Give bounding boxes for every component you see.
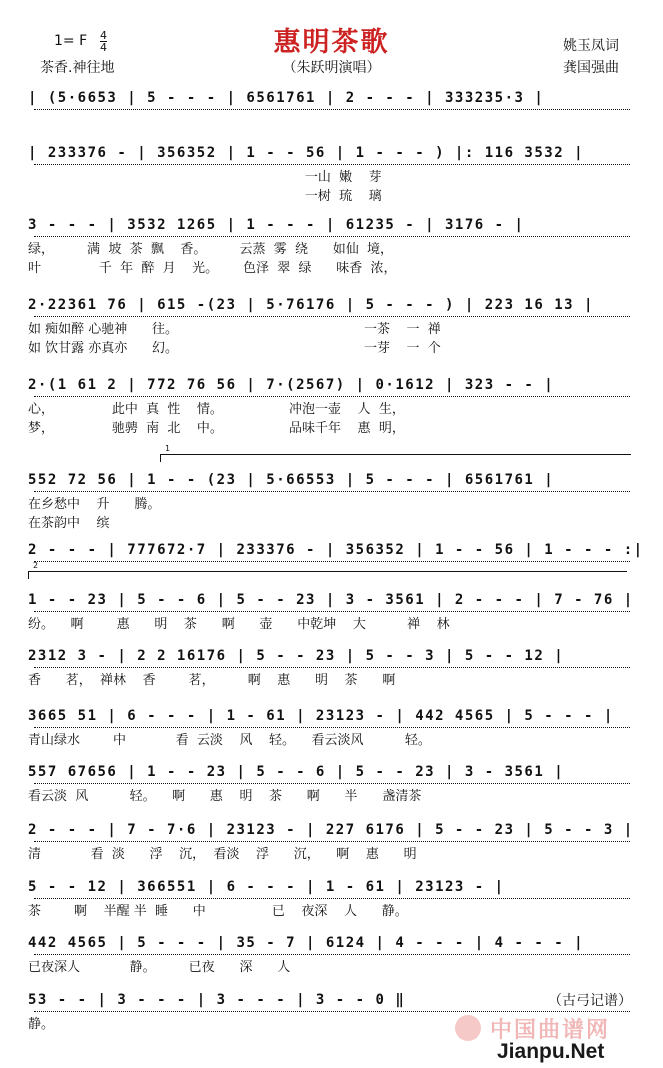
song-title: 惠明茶歌 <box>273 27 390 58</box>
lyric-line-1: 绿， 满 坡 茶 飘 香。 云蒸 雾 绕 如仙 境， <box>28 242 394 257</box>
watermark-site: Jianpu.Net <box>497 1040 605 1063</box>
beam-line <box>34 727 630 728</box>
key-signature: 1= F <box>54 33 88 49</box>
lyric-line-2: 梦， 驰骋 南 北 中。 品味千年 惠 明， <box>28 421 405 436</box>
notation-line: 2·(1 61 2 | 772 76 56 | 7·(2567) | 0·1612 | 323 - - | <box>28 377 555 393</box>
beam-line <box>34 561 630 562</box>
notation-line: 2·22361 76 | 615 -(23 | 5·76176 | 5 - - - ) | 223 16 13 | <box>28 297 594 313</box>
volta-bracket-1 <box>160 444 631 462</box>
notation-source: （古弓记谱） <box>548 993 632 1009</box>
lyric-line-2: 如 饮甘露 亦真亦 幻。 一芽 一 个 <box>28 341 441 356</box>
lyric-line-1: 心， 此中 真 性 情。 冲泡一壶 人 生， <box>28 402 405 417</box>
lyric-line-1: 纷。 啊 惠 明 茶 啊 壶 中乾坤 大 禅 林 <box>28 617 450 632</box>
lyric-line-1: 一山 嫩 芽 <box>28 170 382 185</box>
notation-line: 3665 51 | 6 - - - | 1 - 61 | 23123 - | 442 4565 | 5 - - - | <box>28 708 614 724</box>
notation-line: 53 - - | 3 - - - | 3 - - - | 3 - - 0 ‖ <box>28 992 406 1008</box>
volta-number-1: 1 <box>165 444 171 453</box>
beam-line <box>34 491 630 492</box>
beam-line <box>34 611 630 612</box>
notation-line: 552 72 56 | 1 - - (23 | 5·66553 | 5 - - - | 6561761 | <box>28 472 555 488</box>
volta-bracket-2 <box>28 561 627 579</box>
notation-line: 2 - - - | 777672·7 | 233376 - | 356352 | 1 - - 56 | 1 - - - :| <box>28 542 644 558</box>
lyric-line-2: 叶 千 年 醉 月 光。 色泽 翠 绿 味香 浓， <box>28 261 397 276</box>
notation-line: 5 - - 12 | 366551 | 6 - - - | 1 - 61 | 23123 - | <box>28 879 505 895</box>
time-signature-bottom: 4 <box>100 41 107 54</box>
lyric-line-1: 茶 啊 半醒 半 睡 中 已 夜深 人 静。 <box>28 904 408 919</box>
performer: （朱跃明演唱） <box>282 60 381 76</box>
subtitle: 茶香.神往地 <box>40 60 115 76</box>
lyric-line-1: 青山绿水 中 看 云淡 风 轻。 看云淡风 轻。 <box>28 733 431 748</box>
lyric-line-1: 看云淡 风 轻。 啊 惠 明 茶 啊 半 盏清茶 <box>28 789 422 804</box>
beam-line <box>34 667 630 668</box>
lyric-line-1: 在乡愁中 升 腾。 <box>28 497 161 512</box>
notation-line: 2312 3 - | 2 2 16176 | 5 - - 23 | 5 - - 3 | 5 - - 12 | <box>28 648 565 664</box>
beam-line <box>34 109 630 110</box>
notation-line: 557 67656 | 1 - - 23 | 5 - - 6 | 5 - - 23 | 3 - 3561 | <box>28 764 565 780</box>
beam-line <box>34 954 630 955</box>
lyricist: 姚玉凤词 <box>563 38 619 54</box>
beam-line <box>34 396 630 397</box>
notation-line: 442 4565 | 5 - - - | 35 - 7 | 6124 | 4 - - - | 4 - - - | <box>28 935 585 951</box>
notation-line: 1 - - 23 | 5 - - 6 | 5 - - 23 | 3 - 3561 | 2 - - - | 7 - 76 | <box>28 592 634 608</box>
notation-line: | (5·6653 | 5 - - - | 6561761 | 2 - - - | 333235·3 | <box>28 90 545 106</box>
lyric-line-1: 清 看 淡 浮 沉， 看淡 浮 沉， 啊 惠 明 <box>28 847 417 862</box>
volta-number-2: 2 <box>33 561 39 570</box>
lyric-line-1: 香 茗， 禅林 香 茗， 啊 惠 明 茶 啊 <box>28 673 396 688</box>
beam-line <box>34 1011 630 1012</box>
watermark-cn: 中国曲谱网 <box>490 1018 611 1043</box>
lyric-line-2: 在茶韵中 缤 <box>28 516 110 531</box>
beam-line <box>34 898 630 899</box>
lyric-line-1: 如 痴如醉 心驰神 往。 一茶 一 禅 <box>28 322 441 337</box>
beam-line <box>34 783 630 784</box>
beam-line <box>34 236 630 237</box>
notation-line: 2 - - - | 7 - 7·6 | 23123 - | 227 6176 | 5 - - 23 | 5 - - 3 | <box>28 822 634 838</box>
lyric-line-1: 静。 <box>28 1017 55 1032</box>
composer: 龚国强曲 <box>563 60 619 76</box>
time-signature <box>100 30 107 53</box>
time-signature-top: 4 <box>100 29 107 42</box>
notation-line: | 233376 - | 356352 | 1 - - 56 | 1 - - - ) |: 116 3532 | <box>28 145 585 161</box>
watermark-logo-icon <box>455 1015 481 1041</box>
beam-line <box>34 841 630 842</box>
beam-line <box>34 164 630 165</box>
beam-line <box>34 316 630 317</box>
lyric-line-2: 一树 琉 璃 <box>28 189 382 204</box>
notation-line: 3 - - - | 3532 1265 | 1 - - - | 61235 - | 3176 - | <box>28 217 525 233</box>
lyric-line-1: 已夜深人 静。 已夜 深 人 <box>28 960 291 975</box>
